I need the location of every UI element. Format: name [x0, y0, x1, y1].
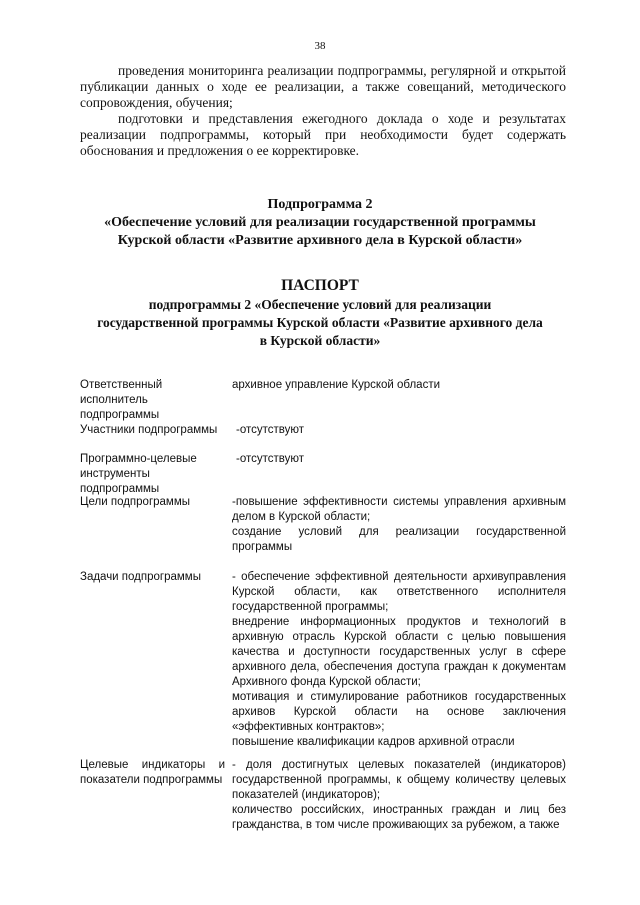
row-value-line: -отсутствуют [236, 424, 305, 436]
row-label: Программно-целевые инструменты подпрограммы [80, 453, 197, 495]
row-value-line: -отсутствуют [236, 453, 305, 465]
row-value [232, 570, 566, 750]
row-value [232, 758, 566, 833]
intro-paragraph: проведения мониторинга реализации подпрограммы, регулярной и открытой публикации данных о ходе ее реализации, а также совещаний, методического сопровождения, обучения; [80, 63, 566, 110]
passport-subtitle-line: государственной программы Курской области «Развитие архивного дела [97, 315, 543, 330]
row-value-line: - обеспечение эффективной деятельности архивуправления Курской области, как ответственного исполнителя государственной программы; [232, 571, 566, 613]
row-value-line: - доля достигнутых целевых показателей (индикаторов) государственной программы, к общему количеству целевых показателей (индикаторов); [232, 759, 566, 801]
page-number: 38 [314, 40, 326, 52]
passport-subtitle-line: подпрограммы 2 «Обеспечение условий для реализации [148, 297, 492, 312]
row-value [236, 423, 570, 438]
subprogram-name-line: Курской области «Развитие архивного дела в Курской области» [117, 233, 523, 248]
row-value-line: мотивация и стимулирование работников государственных архивов Курской области на основе заключения «эффективных контрактов»; [232, 691, 566, 733]
passport-title: ПАСПОРТ [281, 277, 359, 294]
subprogram-name-line: «Обеспечение условий для реализации государственной программы [104, 215, 536, 230]
row-label: Целевые индикаторы и показатели подпрограммы [80, 759, 225, 786]
row-value-line: архивное управление Курской области [232, 379, 441, 391]
row-label: Задачи подпрограммы [80, 571, 201, 583]
subprogram-title: Подпрограмма 2 [267, 197, 373, 212]
row-label: Ответственный исполнитель подпрограммы [80, 379, 163, 421]
row-label: Участники подпрограммы [80, 424, 218, 436]
row-label: Цели подпрограммы [80, 496, 191, 508]
row-value-line: создание условий для реализации государственной программы [232, 526, 566, 553]
row-value-line: повышение квалификации кадров архивной отрасли [232, 736, 515, 748]
intro-text [80, 63, 566, 159]
row-value [232, 378, 566, 393]
intro-paragraph: подготовки и представления ежегодного доклада о ходе и результатах реализации подпрограммы, который при необходимости будет содержать обоснования и предложения о ее корректировке. [80, 111, 566, 158]
row-value-line: -повышение эффективности системы управления архивным делом в Курской области; [232, 496, 566, 523]
row-value-line: количество российских, иностранных граждан и лиц без гражданства, в том числе проживающих за рубежом, а также [232, 804, 566, 831]
passport-subtitle [0, 296, 640, 350]
passport-subtitle-line: в Курской области» [259, 333, 381, 348]
subprogram-heading [0, 196, 640, 250]
row-value [232, 495, 566, 555]
row-value [236, 452, 570, 467]
row-value-line: внедрение информационных продуктов и технологий в архивную отрасль Курской области с целью повышения качества и доступности государственных услуг в сфере архивного дела, обеспечения доступа граждан к документам Архивного фонда Курской области; [232, 616, 566, 688]
